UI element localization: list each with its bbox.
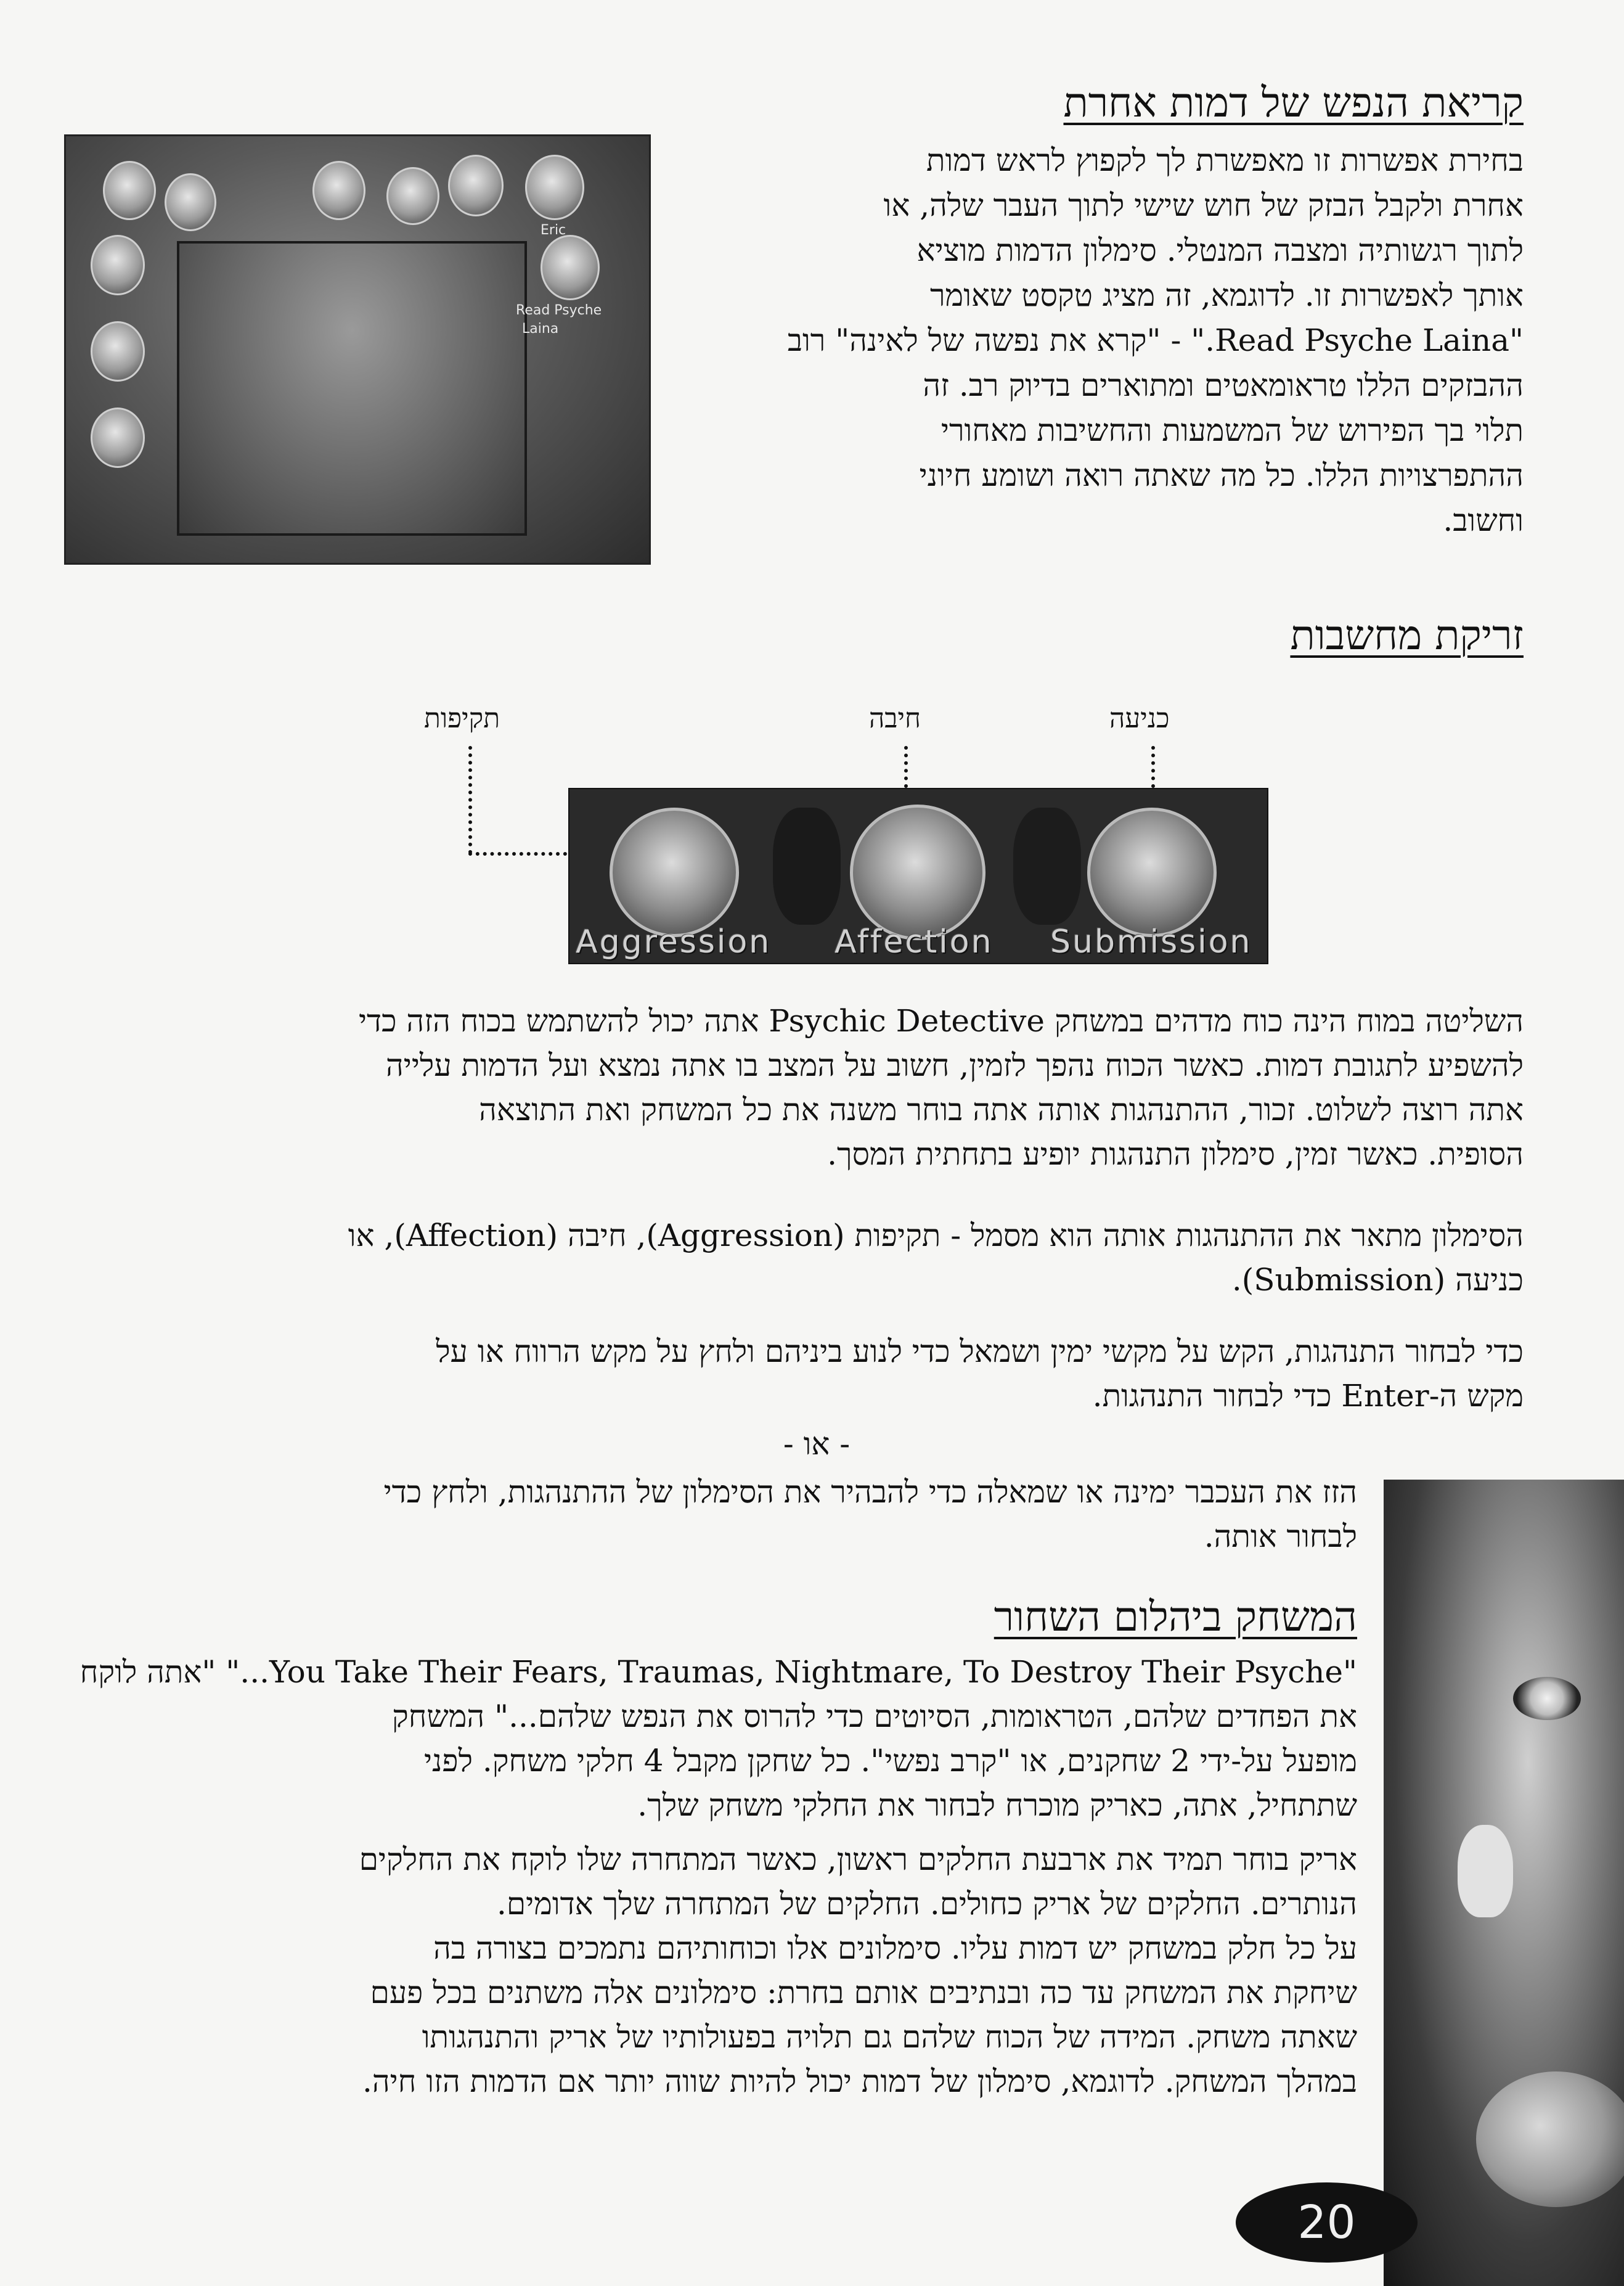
text-line: וחשוב. <box>1443 502 1524 538</box>
text-line: שתתחיל, אתה, כאריק מוכרח לבחור את החלקי משחק שלך. <box>637 1787 1357 1823</box>
text-line: אותך לאפשרות זו. לדוגמא, זה מציג טקסט שאומר <box>930 277 1524 313</box>
text-line: ההבזקים הללו טראומאטים ומתוארים בדיוק רב. זה <box>923 367 1524 403</box>
text-line: אתה רוצה לשלוט. זכור, ההתנהגות אותה אתה בוחר משנה את כל המשחק ואת התוצאה <box>479 1092 1524 1128</box>
submission-face-icon <box>1087 808 1217 937</box>
psyche-read-paragraph <box>716 138 1524 543</box>
strip-label-aggression: Aggression <box>576 924 772 961</box>
text-line: הסופית. כאשר זמין, סימלון התנהגות יופיע בתחתית המסך. <box>827 1136 1524 1172</box>
eric-label: Eric <box>541 223 566 238</box>
text-line: אריק בוחר תמיד את ארבעת החלקים ראשון, כאשר המתחרה שלו לוקח את החלקים <box>359 1841 1357 1877</box>
text-line: בחירת אפשרות זו מאפשרת לך לקפוץ לראש דמות <box>926 142 1524 178</box>
text-line: על כל חלק במשחק יש דמות עליו. סימלונים אלו וכוחותיהם נתמכים בצורה בה <box>433 1930 1357 1966</box>
page-number-badge <box>1236 2182 1418 2263</box>
text-line: מופעל על-ידי 2 שחקנים, או "קרב נפשי". כל שחקן מקבל 4 חלקי משחק. לפני <box>424 1743 1357 1779</box>
aggression-face-icon <box>610 808 739 937</box>
callout-line-aggression-horizontal <box>468 852 567 856</box>
text-line: להשפיע לתגובת דמות. כאשר הכוח נהפך לזמין, חשוב על המצב בו אתה נמצא ועל הדמות עלייה <box>385 1047 1524 1083</box>
game-screenshot-psyche <box>64 134 651 565</box>
text-line: מקש ה-Enter כדי לבחור התנהגות. <box>1092 1378 1524 1414</box>
text-line: הסימלון מתאר את ההתנהגות אותה הוא מסמל - תקיפות (Aggression), חיבה (Affection), או <box>348 1218 1524 1253</box>
character-portrait-icon <box>448 155 504 216</box>
character-portrait-icon <box>312 161 365 220</box>
behavior-icon-strip <box>568 788 1268 964</box>
callout-aggression: תקיפות <box>424 703 500 734</box>
strip-dark-figure <box>1013 808 1081 925</box>
or-separator: - או - <box>783 1426 851 1462</box>
text-line: הזז את העכבר ימינה או שמאלה כדי להבהיר את הסימלון של ההתנהגות, ולחץ כדי <box>383 1474 1357 1510</box>
callout-line-aggression <box>468 746 472 854</box>
text-line: "Read Psyche Laina." - "קרא את נפשה של לאינה" רוב <box>787 322 1524 358</box>
laina-label: Laina <box>522 321 559 337</box>
creature-tooth <box>1458 1825 1513 1917</box>
affection-face-icon <box>850 805 985 940</box>
character-portrait-icon <box>386 167 439 225</box>
text-line: כניעה (Submission). <box>1231 1262 1524 1298</box>
character-portrait-icon <box>91 321 145 382</box>
section-heading-psyche-read: קריאת הנפש של דמות אחרת <box>1063 79 1524 126</box>
text-line: במהלך המשחק. לדוגמא, סימלון של דמות יכול להיות שווה יותר אם הדמות הזו חיה. <box>362 2063 1357 2099</box>
eric-portrait-icon <box>525 155 584 220</box>
text-line: הנותרים. החלקים של אריק כחולים. החלקים של המתחרה שלך אדומים. <box>497 1886 1357 1922</box>
screenshot-inner-frame <box>177 241 527 536</box>
character-portrait-icon <box>91 408 145 468</box>
thought-injection-paragraph-2 <box>20 1213 1524 1302</box>
text-line: את הפחדים שלהם, הטראומות, הסיוטים כדי להרוס את הנפש שלהם..." המשחק <box>392 1698 1357 1734</box>
dark-game-paragraph-2 <box>32 1837 1357 2104</box>
text-line: ההתפרצויות הללו. כל מה שאתה רואה ושומע חיוני <box>919 457 1524 493</box>
creature-eye-icon <box>1513 1677 1581 1720</box>
thought-injection-paragraph-4 <box>32 1470 1357 1559</box>
callout-affection: חיבה <box>869 703 921 734</box>
read-psyche-label: Read Psyche <box>516 303 602 318</box>
creature-snout <box>1476 2071 1624 2207</box>
text-line: השליטה במוח הינה כוח מדהים במשחק Psychic Detective אתה יכול להשתמש בכוח הזה כדי <box>358 1003 1524 1039</box>
section-heading-thought-injection: זריקת מחשבות <box>1290 612 1524 659</box>
strip-label-affection: Affection <box>834 924 994 961</box>
text-line: תלוי בך הפירוש של המשמעות והחשיבות מאחורי <box>941 412 1524 448</box>
dark-game-paragraph-1 <box>32 1650 1357 1827</box>
text-line: "You Take Their Fears, Traumas, Nightmare, To Destroy Their Psyche..." "אתה לוקח <box>80 1654 1357 1690</box>
callout-submission: כניעה <box>1109 703 1170 734</box>
strip-label-submission: Submission <box>1050 924 1252 961</box>
character-portrait-icon <box>103 161 156 220</box>
text-line: לתוך רגשותיה ומצבה המנטלי. סימלון הדמות מוציא <box>916 232 1524 268</box>
callout-line-submission <box>1151 746 1155 788</box>
creature-face-photo <box>1384 1480 1624 2286</box>
laina-portrait-icon <box>541 235 600 300</box>
strip-dark-figure <box>773 808 841 925</box>
text-line: שיחקת את המשחק עד כה ובנתיבים אותם בחרת: סימלונים אלה משתנים בכל פעם <box>370 1975 1357 2010</box>
section-heading-dark-game: המשחק ביהלום השחור <box>994 1593 1357 1641</box>
callout-line-affection <box>904 746 908 788</box>
page-number: 20 <box>1297 2196 1356 2249</box>
text-line: שאתה משחק. המידה של הכוח שלהם גם תלויה בפעולותיו של אריק והתנהגותו <box>422 2019 1357 2055</box>
character-portrait-icon <box>165 173 216 231</box>
text-line: אחרת ולקבל הבזק של חוש שישי לתוך העבר שלה, או <box>883 187 1524 223</box>
thought-injection-paragraph-1 <box>20 999 1524 1176</box>
thought-injection-paragraph-3 <box>20 1329 1524 1418</box>
text-line: כדי לבחור התנהגות, הקש על מקשי ימין ושמאל כדי לנוע ביניהם ולחץ על מקש הרווח או על <box>436 1334 1524 1369</box>
text-line: לבחור אותה. <box>1204 1518 1357 1554</box>
character-portrait-icon <box>91 235 145 295</box>
